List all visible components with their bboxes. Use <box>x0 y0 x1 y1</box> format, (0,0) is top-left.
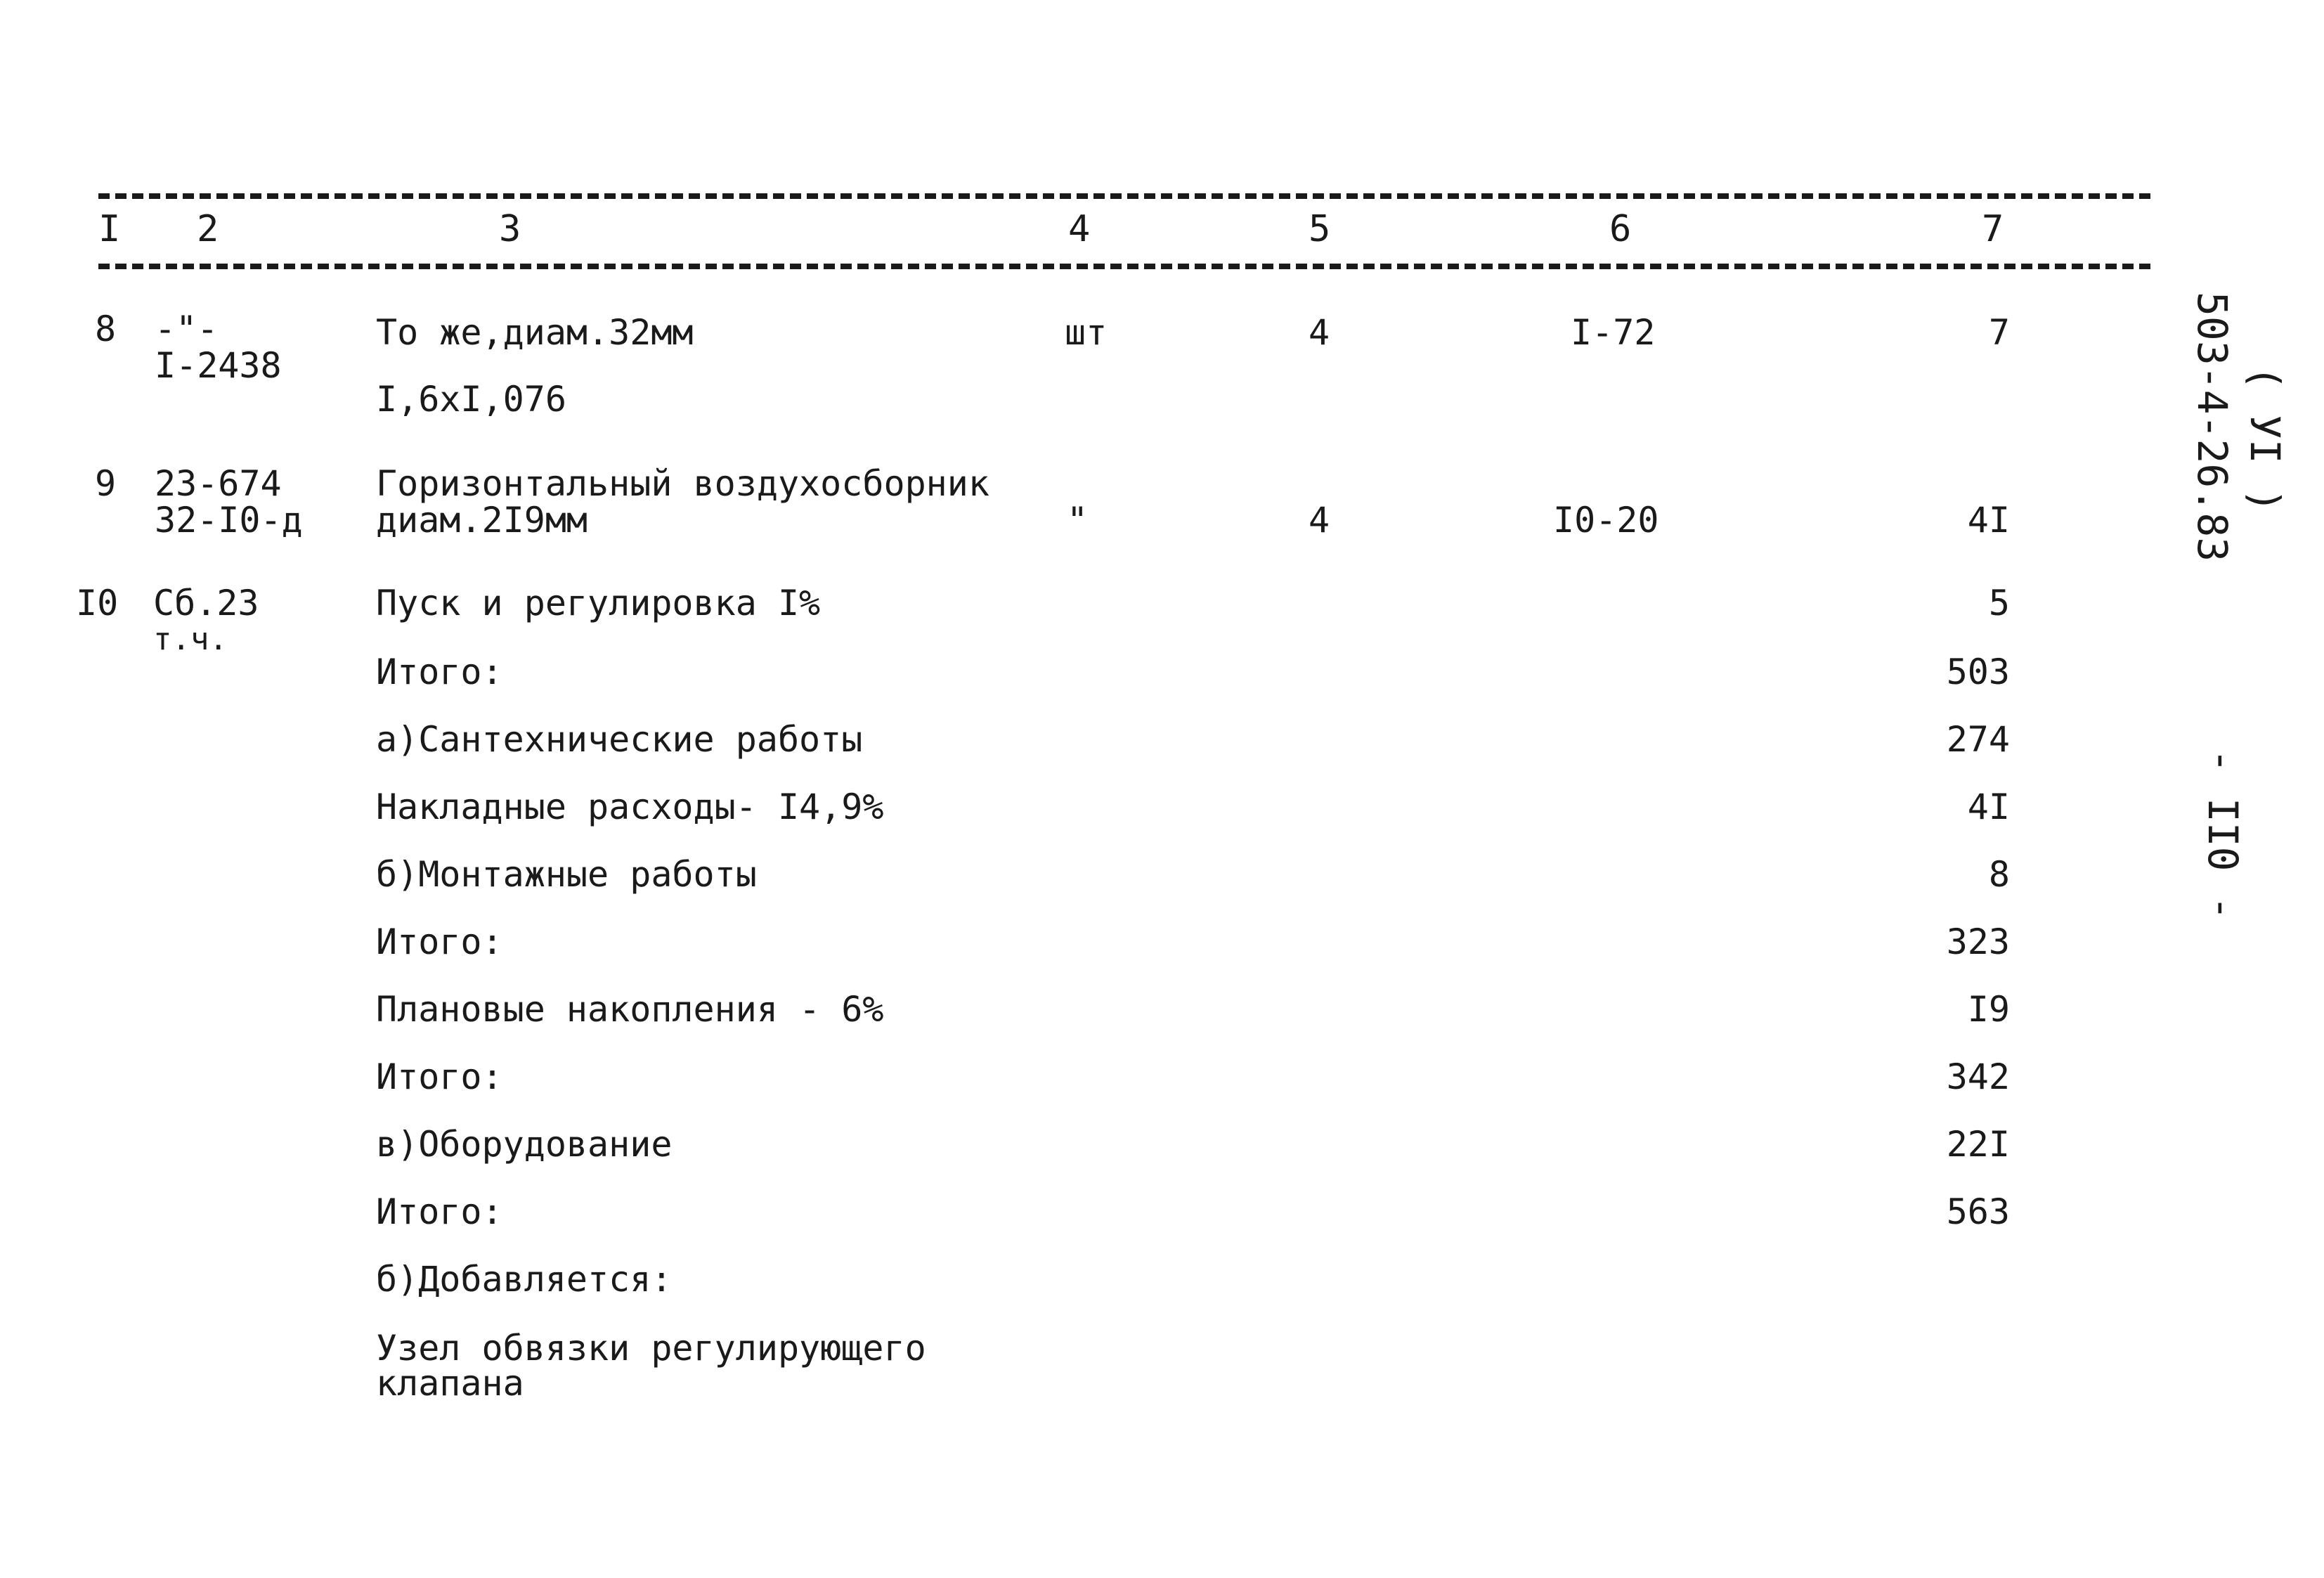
summary-label: Итого: <box>376 1191 503 1232</box>
summary-value: 563 <box>1946 1191 2010 1232</box>
row-8-unit: шт <box>1065 312 1108 353</box>
row-9-rate: I0-20 <box>1553 500 1659 541</box>
page-number: - II0 - <box>2199 749 2247 921</box>
column-header-4: 4 <box>1068 208 1091 250</box>
row-9-num: 9 <box>95 463 117 504</box>
summary-value: 22I <box>1946 1124 2010 1165</box>
row-9-code: 23-674 <box>155 463 282 504</box>
row-8-description: То же,диам.32мм <box>376 312 694 353</box>
summary-value: 342 <box>1946 1056 2010 1097</box>
summary-label: Итого: <box>376 652 503 692</box>
column-header-5: 5 <box>1309 208 1331 250</box>
row-8-description: I,6xI,076 <box>376 379 566 420</box>
column-header-7: 7 <box>1982 208 2004 250</box>
summary-label: Плановые накопления - 6% <box>376 989 884 1030</box>
row-9-description: Горизонтальный воздухосборник <box>376 463 989 504</box>
row-10-code: т.ч. <box>153 621 228 657</box>
header-rule-bottom <box>98 264 2150 269</box>
column-header-6: 6 <box>1609 208 1632 250</box>
summary-value: 503 <box>1946 652 2010 692</box>
row-10-total: 5 <box>1988 583 2010 623</box>
summary-value: 4I <box>1967 787 2010 827</box>
column-header-1: I <box>98 208 121 250</box>
header-rule-top <box>98 193 2150 199</box>
row-9-total: 4I <box>1967 500 2010 541</box>
row-10-num: I0 <box>76 583 119 623</box>
summary-value: 323 <box>1946 921 2010 962</box>
summary-value: 8 <box>1988 854 2010 895</box>
row-8-quantity: 4 <box>1309 312 1330 353</box>
document-code: 503-4-26.83 <box>2188 292 2236 562</box>
row-8-total: 7 <box>1988 312 2010 353</box>
column-header-2: 2 <box>197 208 219 250</box>
row-10-description: Пуск и регулировка I% <box>376 583 821 623</box>
summary-label: Итого: <box>376 1056 503 1097</box>
row-9-unit: " <box>1067 500 1089 541</box>
summary-value: 274 <box>1946 719 2010 760</box>
row-9-description: диам.2I9мм <box>376 500 588 541</box>
final-item-description: клапана <box>376 1363 524 1404</box>
summary-label: Накладные расходы- I4,9% <box>376 787 884 827</box>
summary-label: в)Оборудование <box>376 1124 673 1165</box>
row-8-code: I-2438 <box>155 345 282 386</box>
row-8-code: -"- <box>155 309 219 349</box>
row-9-quantity: 4 <box>1309 500 1330 541</box>
final-item-description: Узел обвязки регулирующего <box>376 1328 926 1369</box>
summary-value: I9 <box>1967 989 2010 1030</box>
summary-label: б)Добавляется: <box>376 1259 673 1300</box>
summary-label: б)Монтажные работы <box>376 854 757 895</box>
row-8-rate: I-72 <box>1571 312 1656 353</box>
summary-label: а)Сантехнические работы <box>376 719 863 760</box>
section-label: ( УI ) <box>2241 366 2289 513</box>
summary-label: Итого: <box>376 921 503 962</box>
row-10-code: Сб.23 <box>153 583 259 623</box>
row-8-num: 8 <box>95 309 117 349</box>
row-9-code: 32-I0-д <box>155 500 303 541</box>
column-header-3: 3 <box>499 208 521 250</box>
